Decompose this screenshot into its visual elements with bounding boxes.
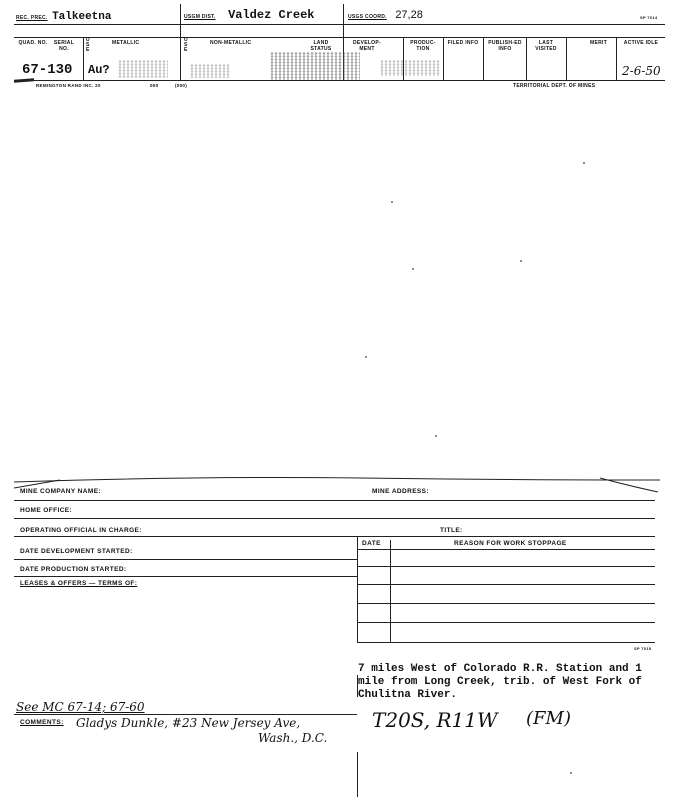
back-form-number: SP 7015 xyxy=(634,646,652,651)
form-number: SP 7014 xyxy=(640,15,658,20)
table-border xyxy=(390,540,391,643)
title-label: TITLE: xyxy=(440,527,463,534)
form-rule xyxy=(14,536,655,537)
divider xyxy=(526,37,527,80)
scan-dot xyxy=(435,435,437,437)
col-merit: MERIT xyxy=(590,40,608,46)
scan-stroke xyxy=(14,78,34,82)
col-published-info: PUBLISH-ED INFO xyxy=(488,40,522,52)
col-quad-no: QUAD. NO. xyxy=(18,40,48,46)
form-rule xyxy=(14,500,655,501)
table-rule xyxy=(357,622,655,623)
usgs-coord-value: 27,28 xyxy=(395,9,423,21)
form-rule xyxy=(14,714,357,715)
col-non-metallic: NON-METALLIC xyxy=(210,40,252,46)
form-rule xyxy=(14,576,357,577)
card-edge xyxy=(0,470,678,500)
col-serial-no: SERIAL NO. xyxy=(53,40,75,52)
table-rule xyxy=(357,642,655,643)
scan-smudge xyxy=(270,52,360,80)
col-active-idle: ACTIVE IDLE xyxy=(623,40,659,46)
divider xyxy=(443,37,444,80)
home-office-label: HOME OFFICE: xyxy=(20,507,73,514)
divider xyxy=(566,37,567,80)
location-note: 7 miles West of Colorado R.R. Station and 1 mile from Long Creek, trib. of West Fork of Chulitna River. xyxy=(358,663,642,701)
usgm-dist-field xyxy=(184,5,315,23)
divider xyxy=(616,37,617,80)
rec-prec-field xyxy=(16,6,112,24)
scan-stroke xyxy=(357,675,358,697)
header-rule xyxy=(14,24,665,25)
comments-line-2: Wash., D.C. xyxy=(258,731,328,745)
reason-col-label: REASON FOR WORK STOPPAGE xyxy=(454,540,567,547)
scan-smudge xyxy=(380,60,440,76)
usgm-dist-label: USGM DIST. xyxy=(184,14,216,20)
date-development-label: DATE DEVELOPMENT STARTED: xyxy=(20,548,133,555)
department-label: TERRITORIAL DEPT. OF MINES xyxy=(513,83,596,89)
scan-dot xyxy=(583,162,585,164)
usgs-coord-field xyxy=(348,5,423,23)
printer-text: REMINGTON RAND INC. 20 xyxy=(36,83,101,88)
form-rule xyxy=(14,559,357,560)
column-divider xyxy=(357,752,358,797)
mine-company-label: MINE COMPANY NAME: xyxy=(20,488,101,495)
col-last-visited: LAST VISITED xyxy=(535,40,557,52)
operating-official-label: OPERATING OFFICIAL IN CHARGE: xyxy=(20,527,142,534)
col-use-2: U S E xyxy=(184,37,188,53)
rec-prec-label: REC. PREC. xyxy=(16,15,48,21)
comments-label: COMMENTS: xyxy=(20,719,64,726)
col-land-status: LAND STATUS xyxy=(310,40,332,52)
printer-code: 000 xyxy=(150,83,159,88)
metallic-value: Au? xyxy=(88,63,110,77)
form-rule xyxy=(14,518,655,519)
scan-dot xyxy=(391,201,393,203)
scan-dot xyxy=(570,772,572,774)
active-idle-value: 2-6-50 xyxy=(622,64,661,78)
divider xyxy=(483,37,484,80)
township-note: T20S, R11W xyxy=(372,708,498,732)
card-bottom-rule xyxy=(14,80,665,81)
date-production-label: DATE PRODUCTION STARTED: xyxy=(20,566,127,573)
usgm-dist-value: Valdez Creek xyxy=(228,8,315,22)
divider xyxy=(180,4,181,80)
leases-label: LEASES & OFFERS — TERMS OF: xyxy=(20,580,138,587)
col-filed-info: FILED INFO xyxy=(447,40,479,46)
table-rule xyxy=(357,566,655,567)
col-use: U S E xyxy=(86,37,90,53)
col-development: DEVELOP-MENT xyxy=(353,40,381,52)
table-rule xyxy=(357,603,655,604)
usgs-coord-label: USGS COORD. xyxy=(348,14,387,20)
table-border xyxy=(357,537,358,643)
table-rule xyxy=(357,584,655,585)
mine-address-label: MINE ADDRESS: xyxy=(372,488,429,495)
scan-smudge xyxy=(190,64,230,78)
quad-value: 67-130 xyxy=(22,62,73,78)
col-metallic: METALLIC xyxy=(112,40,140,46)
printer-code-2: (000) xyxy=(175,83,188,88)
scan-dot xyxy=(412,268,414,270)
meridian-note: (FM) xyxy=(526,708,571,729)
table-rule xyxy=(357,549,655,550)
divider xyxy=(83,37,84,80)
scan-smudge xyxy=(118,60,168,78)
date-col-label: DATE xyxy=(362,540,381,547)
comments-line-1: Gladys Dunkle, #23 New Jersey Ave, xyxy=(76,716,301,730)
scan-dot xyxy=(365,356,367,358)
scan-dot xyxy=(520,260,522,262)
col-production: PRODUC-TION xyxy=(410,40,436,52)
column-head-rule xyxy=(14,37,665,38)
see-note: See MC 67-14; 67-60 xyxy=(16,700,145,714)
rec-prec-value: Talkeetna xyxy=(52,11,112,23)
